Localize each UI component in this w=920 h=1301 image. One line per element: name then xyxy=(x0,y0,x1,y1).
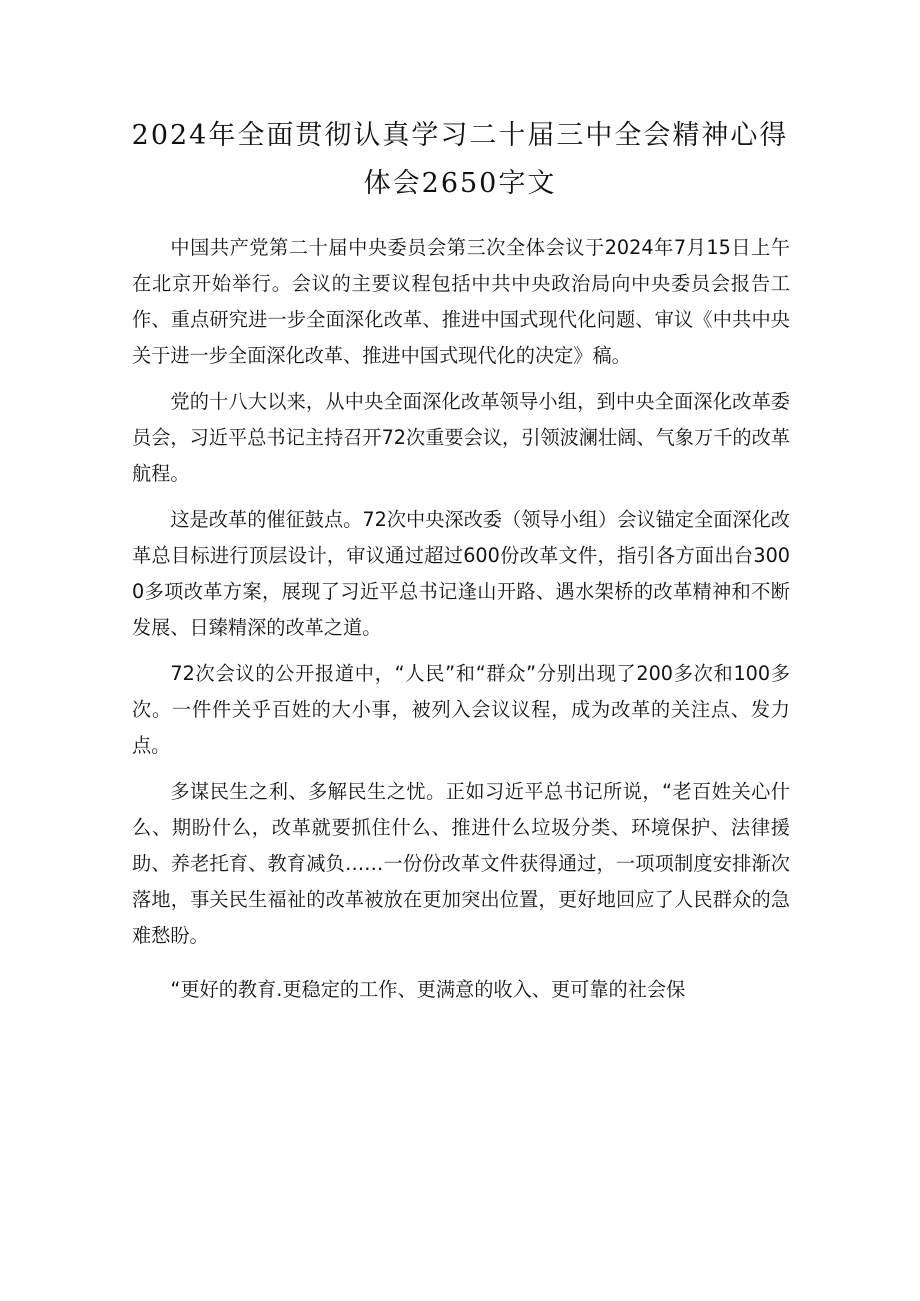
paragraph-3: 这是改革的催征鼓点。72次中央深改委（领导小组）会议锚定全面深化改革总目标进行顶层设计，审议通过超过600份改革文件，指引各方面出台3000多项改革方案，展现了习近平总书记逢山开路、遇水架桥的改革精神和不断发展、日臻精深的改革之道。 xyxy=(132,508,790,639)
title-line-1: 2024年全面贯彻认真学习二十届三中全会精神心得 xyxy=(131,120,789,151)
document-body xyxy=(132,230,790,1018)
paragraph-2: 党的十八大以来，从中央全面深化改革领导小组，到中央全面深化改革委员会，习近平总书记主持召开72次重要会议，引领波澜壮阔、气象万千的改革航程。 xyxy=(132,390,790,485)
title-line-2: 体会2650字文 xyxy=(363,168,557,199)
document-title xyxy=(130,112,790,208)
paragraph-1: 中国共产党第二十届中央委员会第三次全体会议于2024年7月15日上午在北京开始举行。会议的主要议程包括中共中央政治局向中央委员会报告工作、重点研究进一步全面深化改革、推进中国式现代化问题、审议《中共中央关于进一步全面深化改革、推进中国式现代化的决定》稿。 xyxy=(132,236,790,367)
paragraph-5: 多谋民生之利、多解民生之忧。正如习近平总书记所说，“老百姓关心什么、期盼什么，改革就要抓住什么、推进什么垃圾分类、环境保护、法律援助、养老托育、教育减负……一份份改革文件获得通过，一项项制度安排渐次落地，事关民生福祉的改革被放在更加突出位置，更好地回应了人民群众的急难愁盼。 xyxy=(132,780,790,947)
paragraph-4: 72次会议的公开报道中，“人民”和“群众”分别出现了200多次和100多次。一件件关乎百姓的大小事，被列入会议议程，成为改革的关注点、发力点。 xyxy=(132,662,790,757)
paragraph-6: “更好的教育.更稳定的工作、更满意的收入、更可靠的社会保 xyxy=(170,978,686,1001)
